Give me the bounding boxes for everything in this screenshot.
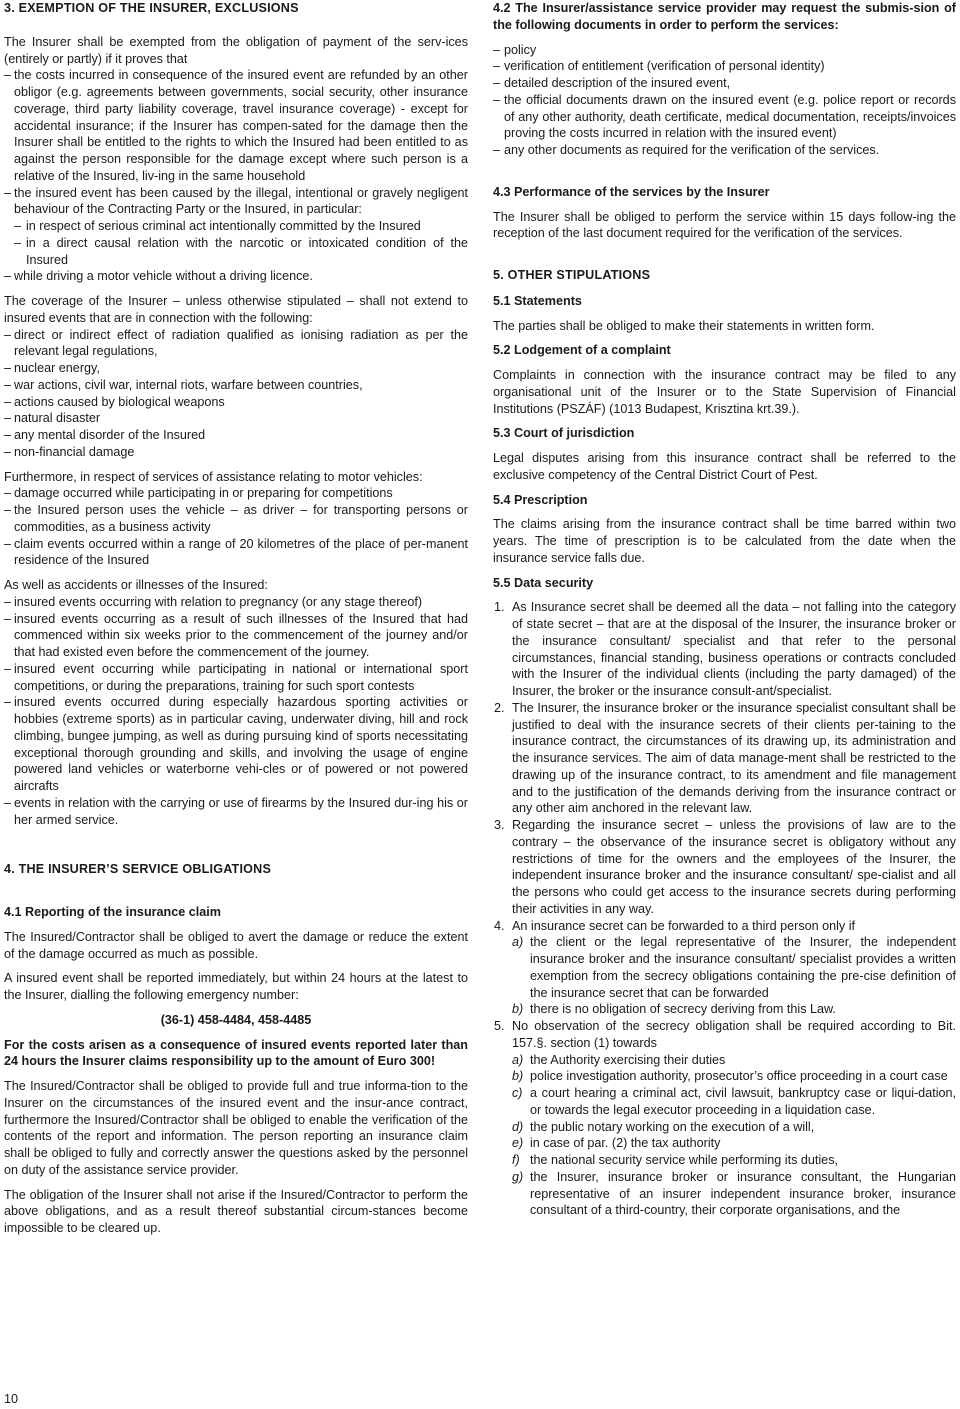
section-5-4-para: The claims arising from the insurance contract shall be time barred within two years. The time of prescription is to be calculated from the date when the insurance service falls due. <box>493 517 956 565</box>
list-item: – insured events occurring with relation to pregnancy (or any stage thereof) <box>4 594 468 611</box>
list-item <box>512 1052 956 1069</box>
list-item <box>493 1018 956 1219</box>
section-4-1-para-2: A insured event shall be reported immediately, but within 24 hours at the latest to the Insurer, dialling the following emergency number: <box>4 971 468 1002</box>
list-item: – detailed description of the insured event, <box>493 75 956 92</box>
item-text: Regarding the insurance secret – unless the provisions of law are to the contrary – the observance of the insurance secret is obligatory without any restrictions of time for the owners and the employees of the Insurer, the independent insurance broker and the insurance consultant/ spe-cialist and all the persons who could get access to the insurance secrets during performing their activities in any way. <box>512 818 956 916</box>
motor-vehicle-list <box>4 485 468 569</box>
section-3-title: 3. EXEMPTION OF THE INSURER, EXCLUSIONS <box>4 1 299 15</box>
section-5-3-para: Legal disputes arising from this insurance contract shall be referred to the exclusive competency of the Central District Court of Pest. <box>493 451 956 482</box>
item-text: the public notary working on the execution of a will, <box>530 1119 815 1134</box>
list-item: – the official documents drawn on the insured event (e.g. police report or records of any other authority, death certificate, medical documentation, receipts/invoices proving the costs incurred in relation with the insured event) <box>493 92 956 142</box>
list-item: – insured events occurred during especially hazardous sporting activities or hobbies (extreme sports) as in particular caving, underwater diving, hill and rock climbing, bungee jumping, as well as during pursuing kind of sports necessitating exceptional thorough grounding and skills, and involving the usage of engine powered land vehicles or waterborne vehi-cles or of powered or not powered aircrafts <box>4 694 468 795</box>
list-item <box>493 817 956 918</box>
item-letter: b) <box>512 1002 524 1017</box>
accidents-list <box>4 594 468 829</box>
left-column <box>4 0 468 1237</box>
list-item: – nuclear energy, <box>4 360 468 377</box>
item-number: 5. <box>494 1019 505 1033</box>
item-4-sublist <box>512 934 956 1018</box>
list-item <box>512 934 956 1001</box>
item-number: 3. <box>494 818 505 832</box>
list-item: – verification of entitlement (verification of personal identity) <box>493 58 956 75</box>
list-item: – direct or indirect effect of radiation qualified as ionising radiation as per the relevant legal regulations, <box>4 327 468 361</box>
list-item: – damage occurred while participating in or preparing for competitions <box>4 485 468 502</box>
list-item <box>512 1068 956 1085</box>
documents-list <box>493 42 956 159</box>
item-letter: f) <box>512 1153 520 1167</box>
list-item: – events in relation with the carrying or use of firearms by the Insured dur-ing his or her armed service. <box>4 795 468 829</box>
exemption-list-end <box>4 268 468 285</box>
page-number: 10 <box>4 1392 19 1406</box>
section-4-1-title: 4.1 Reporting of the insurance claim <box>4 905 221 919</box>
item-number: 2. <box>494 700 505 715</box>
exemption-list <box>4 67 468 218</box>
right-column <box>493 0 956 1219</box>
item-text: The Insurer, the insurance broker or the insurance specialist consultant shall be justified to deal with the insurance secrets of their clients per-taining to the insurance contract, the circumstances of its drawing up, its administration and the insurance services. The aim of data manage-ment shall be restricted to the drawing up of the insurance contract, to its amendment and file management and to the justification of the demands deriving from the insurance contract or any other aim anchored in the relevant law. <box>512 700 956 816</box>
item-text: No observation of the secrecy obligation shall be required according to Bit. 157.§. section (1) towards <box>512 1019 956 1050</box>
item-text: the Insurer, insurance broker or insurance consultant, the Hungarian representative of an insurer independent insurance broker, insurance consultant of a third-country, their corporate organisations, and the <box>530 1169 956 1218</box>
list-item: – insured event occurring while participating in national or international sport competitions, or during the preparations, training for such sport contests <box>4 661 468 695</box>
section-5-5-title: 5.5 Data security <box>493 575 594 590</box>
item-5-sublist <box>512 1052 956 1220</box>
list-item: – while driving a motor vehicle without a driving licence. <box>4 268 468 285</box>
item-number: 4. <box>494 918 505 933</box>
section-5-1-title: 5.1 Statements <box>493 293 582 308</box>
item-letter: b) <box>512 1069 524 1084</box>
item-letter: a) <box>512 1052 524 1067</box>
list-item: – actions caused by biological weapons <box>4 394 468 411</box>
data-security-list <box>493 599 956 1219</box>
list-item <box>512 1001 956 1018</box>
section-3-intro: The Insurer shall be exempted from the obligation of payment of the serv-ices (entirely or partly) if it proves that <box>4 34 468 66</box>
list-item <box>512 1169 956 1219</box>
list-item <box>512 1085 956 1119</box>
coverage-intro: The coverage of the Insurer – unless otherwise stipulated – shall not extend to insured events that are in connection with the following: <box>4 294 468 325</box>
emergency-phone-number: (36-1) 458-4484, 458-4485 <box>160 1012 312 1027</box>
section-4-3-para: The Insurer shall be obliged to perform the service within 15 days follow-ing the reception of the last document required for the verification of the services. <box>493 209 956 241</box>
item-text: there is no obligation of secrecy deriving from this Law. <box>530 1002 836 1017</box>
section-5-4-title: 5.4 Prescription <box>493 492 588 507</box>
motor-vehicle-intro: Furthermore, in respect of services of assistance relating to motor vehicles: <box>4 469 423 484</box>
section-4-3-title: 4.3 Performance of the services by the Insurer <box>493 184 770 199</box>
list-item: – the Insured person uses the vehicle – as driver – for transporting persons or commodities, as a business activity <box>4 502 468 536</box>
section-5-2-para: Complaints in connection with the insurance contract may be filed to any organisational unit of the Insurer or to the State Supervision of Financial Institutions (PSZÁF) (1013 Budapest, Krisztina krt.39.). <box>493 368 956 416</box>
list-item: – non-financial damage <box>4 444 468 461</box>
item-text: police investigation authority, prosecutor’s office proceeding in a court case <box>530 1069 948 1084</box>
item-text: the Authority exercising their duties <box>530 1052 726 1067</box>
item-text: the national security service while performing its duties, <box>530 1153 838 1167</box>
exemption-sublist <box>4 218 468 268</box>
item-letter: g) <box>512 1169 524 1184</box>
list-item <box>512 1152 956 1169</box>
list-item <box>512 1135 956 1152</box>
section-5-title: 5. OTHER STIPULATIONS <box>493 268 651 282</box>
list-item: – war actions, civil war, internal riots, warfare between countries, <box>4 377 468 394</box>
item-text: As Insurance secret shall be deemed all the data – not falling into the category of state secret – that are at the disposal of the Insurer, the insurance broker or the insurance consultant/ specialist and that refer to the personal circumstances, financial standing, business operations or contracts concluded with the Insurer of the individual clients (including the party damaged) of the Insurer, the broker or the insurance consult-ant/specialist. <box>512 600 956 698</box>
section-4-1-para-1: The Insured/Contractor shall be obliged to avert the damage or reduce the extent of the damage occurred as much as possible. <box>4 929 468 961</box>
item-letter: c) <box>512 1086 523 1100</box>
list-item: – the costs incurred in consequence of the insured event are refunded by an other obligor (e.g. agreements between governments, social security, other insurance coverage, third party liability coverage, travel insurance coverage) - except for accidental insurance; if the Insurer has compen-sated for the damage then the Insurer shall be entitled to the rights to which the Insured had been entitled to as against the person responsible for the damage except where such person is a relative of the Insured, liv-ing in the same household <box>4 67 468 184</box>
list-item: – any other documents as required for the verification of the services. <box>493 142 956 159</box>
section-5-2-title: 5.2 Lodgement of a complaint <box>493 343 671 358</box>
accidents-intro: As well as accidents or illnesses of the Insured: <box>4 578 268 592</box>
list-item: – claim events occurred within a range of 20 kilometres of the place of per-manent residence of the Insured <box>4 536 468 570</box>
list-item <box>493 700 956 817</box>
item-letter: a) <box>512 935 524 950</box>
list-item <box>493 918 956 1019</box>
item-text: in case of par. (2) the tax authority <box>530 1136 721 1151</box>
section-5-3-title: 5.3 Court of jurisdiction <box>493 426 635 441</box>
list-item: – insured events occurring as a result of such illnesses of the Insured that had commenced within six weeks prior to the commencement of the journey and/or that had existed even before the commencement of the journey. <box>4 611 468 661</box>
late-report-warning: For the costs arisen as a consequence of insured events reported later than 24 hours the Insurer claims responsibility up to the amount of Euro 300! <box>4 1037 468 1069</box>
item-text: An insurance secret can be forwarded to a third person only if <box>512 918 856 933</box>
list-item: – the insured event has been caused by the illegal, intentional or gravely negligent behaviour of the Contracting Party or the Insured, in particular: <box>4 185 468 219</box>
item-letter: e) <box>512 1136 524 1151</box>
section-4-1-para-3: The Insured/Contractor shall be obliged to provide full and true informa-tion to the Insurer on the circumstances of the insured event and the insur-ance contract, furthermore the Insured/Contractor shall be obliged to enable the verification of the contents of the report and information. The person reporting an insurance claim shall be obliged to fully and correctly answer the questions asked by the personnel on duty of the assistance service provider. <box>4 1079 468 1177</box>
coverage-exclusion-list <box>4 327 468 461</box>
section-4-2-title: 4.2 The Insurer/assistance service provider may request the submis-sion of the following documents in order to perform the services: <box>493 1 956 32</box>
list-item: – in respect of serious criminal act intentionally committed by the Insured <box>4 218 468 235</box>
list-item <box>512 1119 956 1136</box>
section-4-1-para-4: The obligation of the Insurer shall not arise if the Insured/Contractor to perform the above obligations, and as a result thereof substantial circum-stances become impossible to be cleared up. <box>4 1187 468 1235</box>
section-5-1-para: The parties shall be obliged to make their statements in written form. <box>493 318 875 333</box>
item-number: 1. <box>494 600 505 615</box>
list-item: – any mental disorder of the Insured <box>4 427 468 444</box>
list-item: – in a direct causal relation with the narcotic or intoxicated condition of the Insured <box>4 235 468 269</box>
item-letter: d) <box>512 1119 524 1134</box>
list-item: – policy <box>493 42 956 59</box>
section-4-title: 4. THE INSURER’S SERVICE OBLIGATIONS <box>4 862 272 877</box>
item-text: the client or the legal representative of the Insurer, the independent insurance broker and the insurance consultant/ specialist provides a written exemption from the secrecy obligations containing the pre-cise definition of the insurance secret that can be forwarded <box>530 935 956 1000</box>
list-item: – natural disaster <box>4 410 468 427</box>
list-item <box>493 599 956 700</box>
item-text: a court hearing a criminal act, civil lawsuit, bankruptcy case or liqui-dation, or towards the legal executor proceeding in a liquidation case. <box>530 1086 956 1117</box>
